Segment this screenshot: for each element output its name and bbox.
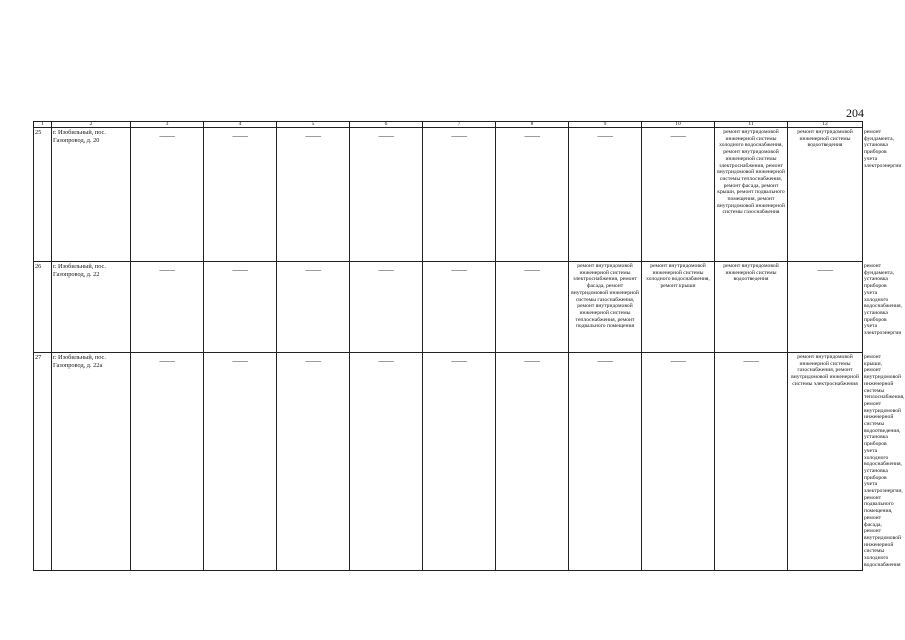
column-number: 11 bbox=[715, 122, 788, 128]
empty-cell: —— bbox=[496, 353, 569, 571]
empty-cell: —— bbox=[423, 353, 496, 571]
empty-cell: —— bbox=[788, 262, 863, 353]
column-number: 4 bbox=[204, 122, 277, 128]
empty-cell: —— bbox=[496, 262, 569, 353]
row-number: 26 bbox=[34, 262, 52, 353]
work-cell: ремонт внутридомовой инженерной системы газоснабжения, ремонт внутридомовой инженерной системы электроснабжения bbox=[788, 353, 863, 571]
empty-cell: —— bbox=[350, 262, 423, 353]
column-number: 9 bbox=[569, 122, 642, 128]
row-address: г. Изобильный, пос. Газопровод, д. 20 bbox=[52, 128, 131, 262]
empty-cell: —— bbox=[277, 128, 350, 262]
row-number: 27 bbox=[34, 353, 52, 571]
empty-cell: —— bbox=[277, 262, 350, 353]
row-number: 25 bbox=[34, 128, 52, 262]
column-number: 8 bbox=[496, 122, 569, 128]
works-table bbox=[33, 121, 905, 571]
empty-cell: —— bbox=[350, 128, 423, 262]
column-number: 7 bbox=[423, 122, 496, 128]
column-number: 12 bbox=[788, 122, 863, 128]
column-number: 1 bbox=[34, 122, 52, 128]
empty-cell: —— bbox=[277, 353, 350, 571]
empty-cell: —— bbox=[204, 262, 277, 353]
row-address: г. Изобильный, пос. Газопровод, д. 22 bbox=[52, 262, 131, 353]
empty-cell: —— bbox=[350, 353, 423, 571]
empty-cell: —— bbox=[569, 353, 642, 571]
work-cell: ремонт внутридомовой инженерной системы водоотведения bbox=[788, 128, 863, 262]
empty-cell: —— bbox=[131, 262, 204, 353]
column-number: 10 bbox=[642, 122, 715, 128]
column-number: 6 bbox=[350, 122, 423, 128]
empty-cell: —— bbox=[642, 353, 715, 571]
empty-cell: —— bbox=[204, 128, 277, 262]
table-row: 25 г. Изобильный, пос. Газопровод, д. 20 —— —— —— —— —— —— —— —— ремонт внутридомовой инженерной системы холодного водоснабжения, ремонт внутридомовой инженерной системы электроснабжения, ремонт внутридомовой инженерной системы теплоснабжения, ремонт фасада, ремонт крыши, ремонт подвального помещения, ремонт внутридомовой инженерной системы газоснабжения ремонт внутридомовой инженерной системы водоотведения ремонт фундамента, установка приборов учета электроэнергии bbox=[34, 128, 863, 262]
empty-cell: —— bbox=[642, 128, 715, 262]
empty-cell: —— bbox=[496, 128, 569, 262]
row-address: г. Изобильный, пос. Газопровод, д. 22а bbox=[52, 353, 131, 571]
empty-cell: —— bbox=[131, 128, 204, 262]
empty-cell: —— bbox=[131, 353, 204, 571]
page-number: 204 bbox=[846, 106, 864, 120]
empty-cell: —— bbox=[204, 353, 277, 571]
table-row: 27 г. Изобильный, пос. Газопровод, д. 22а —— —— —— —— —— —— —— —— —— ремонт внутридомовой инженерной системы газоснабжения, ремонт внутридомовой инженерной системы электроснабжения ремонт крыши, ремонт внутридомовой инженерной системы теплоснабжения, ремонт внутридомовой инженерной системы водоотведения, установка приборов учета холодного водоснабжения, установка приборов учета электроэнергии, ремонт подвального помещения, ремонт фасада, ремонт внутридомовой инженерной системы холодного водоснабжения bbox=[34, 353, 863, 571]
column-number: 2 bbox=[52, 122, 131, 128]
empty-cell: —— bbox=[423, 128, 496, 262]
column-number: 5 bbox=[277, 122, 350, 128]
empty-cell: —— bbox=[569, 128, 642, 262]
work-cell: ремонт внутридомовой инженерной системы холодного водоснабжения, ремонт крыши bbox=[642, 262, 715, 353]
empty-cell: —— bbox=[715, 353, 788, 571]
empty-cell: —— bbox=[423, 262, 496, 353]
work-cell: ремонт внутридомовой инженерной системы водоотведения bbox=[715, 262, 788, 353]
column-number: 3 bbox=[131, 122, 204, 128]
work-cell: ремонт внутридомовой инженерной системы холодного водоснабжения, ремонт внутридомовой инженерной системы электроснабжения, ремонт внутридомовой инженерной системы теплоснабжения, ремонт фасада, ремонт крыши, ремонт подвального помещения, ремонт внутридомовой инженерной системы газоснабжения bbox=[715, 128, 788, 262]
table-row: 26 г. Изобильный, пос. Газопровод, д. 22 —— —— —— —— —— —— ремонт внутридомовой инженерной системы электроснабжения, ремонт фасада, ремонт внутридомовой инженерной системы газоснабжения, ремонт внутридомовой инженерной системы теплоснабжения, ремонт подвального помещения ремонт внутридомовой инженерной системы холодного водоснабжения, ремонт крыши ремонт внутридомовой инженерной системы водоотведения —— ремонт фундамента, установка приборов учета холодного водоснабжения, установка приборов учета электроэнергии bbox=[34, 262, 863, 353]
work-cell: ремонт внутридомовой инженерной системы электроснабжения, ремонт фасада, ремонт внутридомовой инженерной системы газоснабжения, ремонт внутридомовой инженерной системы теплоснабжения, ремонт подвального помещения bbox=[569, 262, 642, 353]
